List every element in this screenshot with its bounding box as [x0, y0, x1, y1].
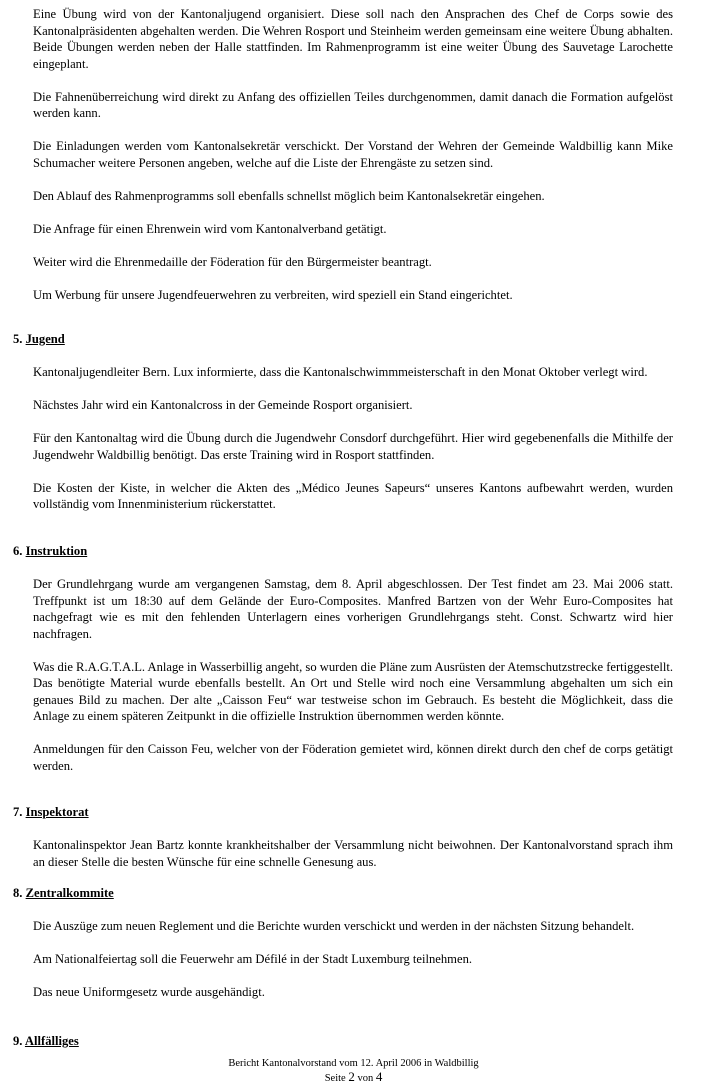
paragraph: Nächstes Jahr wird ein Kantonalcross in der Gemeinde Rosport organisiert.: [33, 398, 413, 412]
section-title: Jugend: [25, 332, 65, 346]
section-title: Allfälliges: [24, 1034, 79, 1048]
section-number: 7.: [13, 805, 23, 819]
section-number: 9.: [13, 1034, 23, 1048]
section-number: 6.: [13, 544, 23, 558]
paragraph: Die Fahnenüberreichung wird direkt zu Anfang des offiziellen Teiles durchgenommen, damit danach die Formation aufgelöst werden kann.: [33, 89, 673, 120]
paragraph: Den Ablauf des Rahmenprogramms soll ebenfalls schnellst möglich beim Kantonalsekretär eingehen.: [33, 188, 545, 203]
paragraph: Kantonalinspektor Jean Bartz konnte krankheitshalber der Versammlung nicht beiwohnen. Der Kantonalvorstand sprach ihm an dieser Stelle die besten Wünsche für eine schnelle Genesung aus.: [33, 838, 673, 869]
footer-seite-label: Seite: [324, 1073, 346, 1084]
section-heading-jugend: [13, 331, 65, 348]
paragraph: Die Kosten der Kiste, in welcher die Akten des „Médico Jeunes Sapeurs“ unseres Kantons aufbewahrt werden, wurden vollständig vom Innenministerium rückerstattet.: [33, 480, 673, 511]
paragraph: Um Werbung für unsere Jugendfeuerwehren zu verbreiten, wird speziell ein Stand eingerichtet.: [33, 287, 513, 302]
section-title: Instruktion: [25, 544, 88, 558]
section-body-jugend: [33, 364, 673, 513]
footer-page-number: 2: [348, 1069, 355, 1084]
paragraph: Anmeldungen für den Caisson Feu, welcher von der Föderation gemietet wird, können direkt durch den chef de corps getätigt werden.: [33, 742, 673, 773]
section-title: Zentralkommite: [25, 886, 114, 900]
section-heading-instruktion: [13, 543, 87, 560]
paragraph: Weiter wird die Ehrenmedaille der Föderation für den Bürgermeister beantragt.: [33, 254, 432, 269]
paragraph: Die Einladungen werden vom Kantonalsekretär verschickt. Der Vorstand der Wehren der Gemeinde Waldbillig kann Mike Schumacher weitere Personen angeben, welche auf die Liste der Ehrengäste zu setzen sind.: [33, 139, 673, 170]
paragraph: Das neue Uniformgesetz wurde ausgehändigt.: [33, 985, 265, 999]
paragraph: Der Grundlehrgang wurde am vergangenen Samstag, dem 8. April abgeschlossen. Der Test findet am 23. Mai 2006 statt. Treffpunkt ist um 18:30 auf dem Gelände der Euro-Composites. Manfred Bartzen von der Wehr Euro-Composites hat nachgefragt wie es mit den fehlenden Unterlagern eines vorherigen Grundlehrgangs steht. Const. Schwartz wird hier nachfragen.: [33, 577, 673, 641]
section-heading-allfaelliges: [13, 1033, 79, 1050]
section-body-inspektorat: [33, 837, 673, 870]
footer-report-line: Bericht Kantonalvorstand vom 12. April 2006 in Waldbillig: [228, 1058, 479, 1069]
paragraph: Am Nationalfeiertag soll die Feuerwehr am Défilé in der Stadt Luxemburg teilnehmen.: [33, 952, 473, 966]
footer-page-indicator: [0, 1070, 707, 1085]
intro-block: [33, 6, 673, 303]
footer-total-pages: 4: [375, 1069, 383, 1084]
section-body-instruktion: [33, 576, 673, 774]
section-number: 8.: [13, 886, 23, 900]
section-title: Inspektorat: [25, 805, 89, 819]
paragraph: Eine Übung wird von der Kantonaljugend organisiert. Diese soll nach den Ansprachen des Chef de Corps sowie des Kantonalpräsidenten abgehalten werden. Die Wehren Rosport und Steinheim werden gemeinsam eine weitere Übung abhalten. Beide Übungen werden neben der Halle stattfinden. Im Rahmenprogramm ist eine weiter Übung des Sauvetage Larochette eingeplant.: [33, 7, 673, 71]
footer-von-label: von: [357, 1073, 374, 1084]
section-heading-inspektorat: [13, 804, 89, 821]
paragraph: Kantonaljugendleiter Bern. Lux informierte, dass die Kantonalschwimmmeisterschaft in den Monat Oktober verlegt wird.: [33, 365, 648, 379]
paragraph: Für den Kantonaltag wird die Übung durch die Jugendwehr Consdorf durchgeführt. Hier wird gegebenenfalls die Mithilfe der Jugendwehr Waldbillig benötigt. Das erste Training wird in Rosport stattfinden.: [33, 431, 673, 462]
section-number: 5.: [13, 332, 23, 346]
paragraph: Die Anfrage für einen Ehrenwein wird vom Kantonalverband getätigt.: [33, 221, 387, 236]
paragraph: Was die R.A.G.T.A.L. Anlage in Wasserbillig angeht, so wurden die Pläne zum Ausrüsten der Atemschutzstrecke fertiggestellt. Das benötigte Material wurde ebenfalls bestellt. An Ort und Stelle wird noch eine Versammlung abgehalten um sich ein genaues Bild zu machen. Der alte „Caisson Feu“ war testweise schon im Gebrauch. Es besteht die Möglichkeit, dass die Anlage zu einem späteren Zeitpunkt in die offizielle Instruktion übernommen werden könnte.: [33, 659, 673, 723]
paragraph: Die Auszüge zum neuen Reglement und die Berichte wurden verschickt und werden in der nächsten Sitzung behandelt.: [33, 919, 635, 933]
section-body-zentralkommite: [33, 918, 673, 1001]
section-heading-zentralkommite: [13, 885, 114, 902]
page-footer: [0, 1057, 707, 1085]
